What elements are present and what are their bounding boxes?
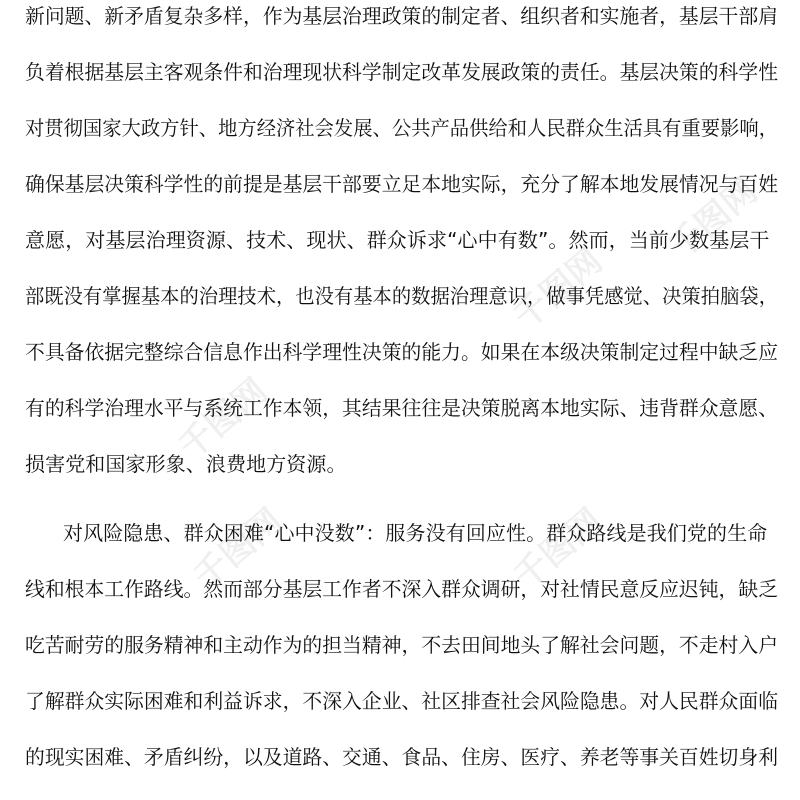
text-line: 对贯彻国家大政方针、地方经济社会发展、公共产品供给和人民群众生活具有重要影响， xyxy=(25,116,779,140)
text-line: 不具备依据完整综合信息作出科学理性决策的能力。如果在本级决策制定过程中缺乏应 xyxy=(25,340,779,364)
text-line: 线和根本工作路线。然而部分基层工作者不深入群众调研，对社情民意反应迟钝，缺乏 xyxy=(25,577,779,601)
watermark: 千图网 xyxy=(661,171,766,268)
text-line: 对风险隐患、群众困难“心中没数”：服务没有回应性。群众路线是我们党的生命 xyxy=(63,521,768,545)
watermark: 千图网 xyxy=(506,501,611,598)
text-line: 有的科学治理水平与系统工作本领，其结果往往是决策脱离本地实际、违背群众意愿、 xyxy=(25,396,779,420)
text-line: 了解群众实际困难和利益诉求，不深入企业、社区排查社会风险隐患。对人民群众面临 xyxy=(25,689,779,713)
text-line: 确保基层决策科学性的前提是基层干部要立足本地实际，充分了解本地发展情况与百姓 xyxy=(25,172,779,196)
text-line: 意愿，对基层治理资源、技术、现状、群众诉求“心中有数”。然而，当前少数基层干 xyxy=(25,228,770,252)
text-line: 损害党和国家形象、浪费地方资源。 xyxy=(25,452,347,476)
watermark: 千图网 xyxy=(506,241,611,338)
text-line: 负着根据基层主客观条件和治理现状科学制定改革发展政策的责任。基层决策的科学性 xyxy=(25,60,779,84)
watermark: 千图网 xyxy=(171,371,276,468)
text-line: 吃苦耐劳的服务精神和主动作为的担当精神，不去田间地头了解社会问题，不走村入户 xyxy=(25,633,779,657)
text-line: 的现实困难、矛盾纠纷，以及道路、交通、食品、住房、医疗、养老等事关百姓切身利 xyxy=(25,745,779,769)
text-line: 部既没有掌握基本的治理技术，也没有基本的数据治理意识，做事凭感觉、决策拍脑袋， xyxy=(25,284,779,308)
text-line: 新问题、新矛盾复杂多样，作为基层治理政策的制定者、组织者和实施者，基层干部肩 xyxy=(25,4,779,28)
watermark: 千图网 xyxy=(186,501,291,598)
